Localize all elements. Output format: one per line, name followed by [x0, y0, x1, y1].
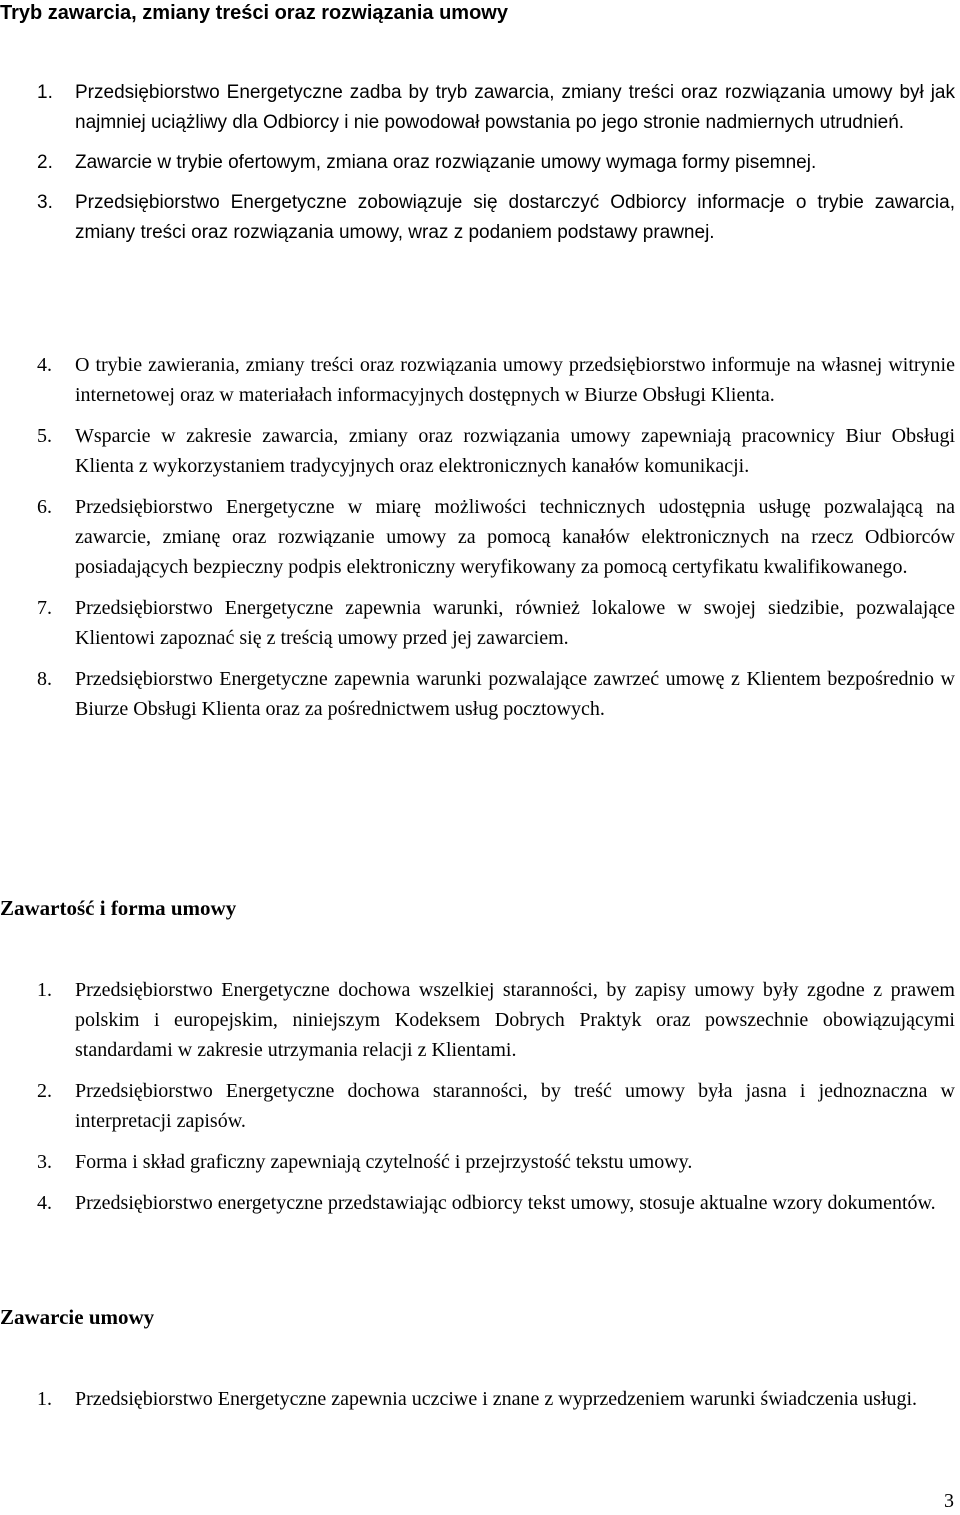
- list-item: [0, 492, 955, 582]
- section3-list: [0, 1384, 955, 1414]
- list-item-number: 1.: [37, 82, 53, 103]
- list-item: [0, 1076, 955, 1136]
- list-item: [0, 1188, 955, 1218]
- list-item: [0, 148, 955, 178]
- list-item: [0, 1384, 955, 1414]
- list-item: [0, 593, 955, 653]
- list-item-number: 4.: [37, 354, 52, 376]
- list-item-text: Przedsiębiorstwo Energetyczne zapewnia uczciwe i znane z wyprzedzeniem warunki świadczenia usługi.: [75, 1388, 918, 1410]
- section-title-tryb-zawarcia: Tryb zawarcia, zmiany treści oraz rozwiązania umowy: [0, 2, 508, 24]
- list-item-number: 7.: [37, 597, 52, 619]
- list-item-text: Przedsiębiorstwo Energetyczne dochowa wszelkiej staranności, by zapisy umowy były zgodne z prawem polskim i europejskim, niniejszym Kodeksem Dobrych Praktyk oraz powszechnie obowiązującymi standardami w zakresie utrzymania relacji z Klientami.: [75, 979, 955, 1061]
- list-item-number: 5.: [37, 425, 52, 447]
- list-item: [0, 1147, 955, 1177]
- list-item-number: 1.: [37, 979, 52, 1001]
- list-item-text: Wsparcie w zakresie zawarcia, zmiany oraz rozwiązania umowy zapewniają pracownicy Biur Obsługi Klienta z wykorzystaniem tradycyjnych oraz elektronicznych kanałów komunikacji.: [75, 425, 955, 477]
- list-item: [0, 664, 955, 724]
- list-item-text: Przedsiębiorstwo Energetyczne dochowa staranności, by treść umowy była jasna i jednoznaczna w interpretacji zapisów.: [75, 1080, 955, 1132]
- list-item-text: Zawarcie w trybie ofertowym, zmiana oraz rozwiązanie umowy wymaga formy pisemnej.: [75, 152, 817, 173]
- list-item-text: Przedsiębiorstwo Energetyczne w miarę możliwości technicznych udostępnia usługę pozwalającą na zawarcie, zmianę oraz rozwiązanie umowy za pomocą kanałów elektronicznych na rzecz Odbiorców posiadających bezpieczny podpis elektroniczny weryfikowany za pomocą certyfikatu kwalifikowanego.: [75, 496, 955, 578]
- list-item: [0, 78, 955, 138]
- list-item: [0, 188, 955, 248]
- list-item: [0, 421, 955, 481]
- list-item-text: Przedsiębiorstwo Energetyczne zadba by tryb zawarcia, zmiany treści oraz rozwiązania umowy był jak najmniej uciążliwy dla Odbiorcy i nie powodował powstania po jego stronie nadmiernych utrudnień.: [75, 82, 955, 133]
- list-item: [0, 975, 955, 1065]
- list-item-text: Przedsiębiorstwo energetyczne przedstawiając odbiorcy tekst umowy, stosuje aktualne wzory dokumentów.: [75, 1192, 936, 1214]
- list-item-number: 6.: [37, 496, 52, 518]
- list-item-text: Przedsiębiorstwo Energetyczne zapewnia warunki pozwalające zawrzeć umowę z Klientem bezpośrednio w Biurze Obsługi Klienta oraz za pośrednictwem usług pocztowych.: [75, 668, 955, 720]
- list-item-number: 8.: [37, 668, 52, 690]
- list-item-number: 1.: [37, 1388, 52, 1410]
- list-item-number: 3.: [37, 1151, 52, 1173]
- section-title-zawartosc: Zawartość i forma umowy: [0, 896, 237, 920]
- list-item-number: 2.: [37, 1080, 52, 1102]
- page-number: 3: [944, 1490, 954, 1512]
- list-item: [0, 350, 955, 410]
- section2-list: [0, 975, 955, 1218]
- list-item-number: 4.: [37, 1192, 52, 1214]
- list-item-text: Przedsiębiorstwo Energetyczne zobowiązuje się dostarczyć Odbiorcy informacje o trybie zawarcia, zmiany treści oraz rozwiązania umowy, wraz z podaniem podstawy prawnej.: [75, 192, 955, 243]
- list-item-number: 2.: [37, 152, 53, 173]
- list-item-text: O trybie zawierania, zmiany treści oraz rozwiązania umowy przedsiębiorstwo informuje na własnej witrynie internetowej oraz w materiałach informacyjnych dostępnych w Biurze Obsługi Klienta.: [75, 354, 955, 406]
- section-title-zawarcie-umowy: Zawarcie umowy: [0, 1305, 155, 1329]
- list-item-number: 3.: [37, 192, 53, 213]
- list-item-text: Przedsiębiorstwo Energetyczne zapewnia warunki, również lokalowe w swojej siedzibie, pozwalające Klientowi zapoznać się z treścią umowy przed jej zawarciem.: [75, 597, 955, 649]
- section1-list: [0, 78, 955, 248]
- list-item-text: Forma i skład graficzny zapewniają czytelność i przejrzystość tekstu umowy.: [75, 1151, 693, 1173]
- section1-list-continued: [0, 350, 955, 724]
